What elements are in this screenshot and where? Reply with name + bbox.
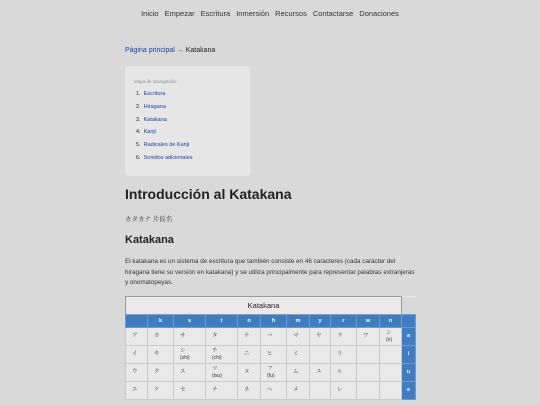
vowel-label-cell — [402, 364, 416, 382]
katakana-char: シ — [180, 348, 186, 354]
table-header-row — [126, 315, 416, 328]
table-header-cell: m — [287, 315, 310, 328]
romaji-note: (fu) — [267, 372, 275, 379]
katakana-char: チ — [212, 348, 218, 354]
katakana-char: ナ — [244, 333, 250, 340]
table-header-cell: t — [206, 315, 238, 328]
katakana-char: ン — [386, 330, 392, 336]
katakana-cell — [148, 346, 174, 364]
navmap-link-kanji[interactable]: Kanji — [143, 129, 156, 136]
katakana-cell — [261, 382, 287, 400]
katakana-cell — [206, 328, 238, 346]
katakana-char: i — [407, 351, 410, 358]
navigation-map-caption: Mapa de Navegación — [134, 79, 177, 84]
katakana-table-wrapper — [125, 296, 416, 400]
katakana-char: タ — [212, 333, 218, 340]
katakana-cell — [238, 328, 261, 346]
katakana-cell — [331, 382, 357, 400]
katakana-cell — [310, 328, 331, 346]
navmap-item — [136, 126, 193, 139]
katakana-char: ヌ — [244, 369, 250, 376]
navmap-link-sonidos[interactable]: Sonidos adicionales — [143, 154, 193, 161]
table-header-cell: y — [310, 315, 331, 328]
romaji-note: (n) — [386, 336, 393, 343]
section-heading: Katakana — [125, 234, 174, 246]
katakana-char: フ — [267, 366, 273, 372]
katakana-char: ネ — [244, 387, 250, 394]
katakana-cell — [287, 346, 310, 364]
nav-link-empezar[interactable]: Empezar — [164, 8, 195, 18]
katakana-char: サ — [180, 333, 186, 340]
katakana-cell — [174, 364, 206, 382]
katakana-cell — [206, 382, 238, 400]
katakana-cell — [380, 382, 402, 400]
table-header-cell: n — [380, 315, 402, 328]
katakana-char: リ — [337, 351, 343, 358]
kana-subtitle: カタカナ 片仮名 — [125, 216, 173, 223]
top-navigation — [0, 0, 540, 26]
katakana-cell — [148, 328, 174, 346]
katakana-char: セ — [180, 387, 186, 394]
romaji-note: (tsu) — [212, 372, 222, 379]
vowel-label-cell — [402, 346, 416, 364]
katakana-char: キ — [154, 351, 160, 358]
katakana-cell — [357, 364, 380, 382]
navmap-item — [136, 88, 193, 101]
table-header-cell — [126, 315, 148, 328]
navmap-item-number: 5. — [136, 142, 141, 149]
katakana-char: ヘ — [267, 387, 273, 394]
katakana-cell — [238, 382, 261, 400]
katakana-cell — [287, 364, 310, 382]
nav-link-donaciones[interactable]: Donaciones — [359, 8, 399, 18]
nav-link-inmersion[interactable]: Inmersión — [236, 8, 270, 18]
navigation-map-box — [125, 66, 250, 176]
katakana-cell — [238, 364, 261, 382]
katakana-cell — [126, 328, 148, 346]
katakana-cell — [310, 346, 331, 364]
katakana-cell — [331, 328, 357, 346]
table-header-cell — [402, 315, 416, 328]
katakana-cell — [331, 346, 357, 364]
katakana-char: ス — [180, 369, 186, 376]
katakana-cell — [174, 382, 206, 400]
katakana-cell — [261, 328, 287, 346]
katakana-char: レ — [337, 387, 343, 394]
nav-link-inicio[interactable]: Inicio — [141, 8, 159, 18]
katakana-char: ワ — [363, 333, 369, 340]
table-caption: Katakana — [126, 297, 402, 315]
katakana-cell — [126, 382, 148, 400]
navmap-item — [136, 101, 193, 114]
navmap-item — [136, 114, 193, 127]
katakana-char: ヤ — [316, 333, 322, 340]
katakana-cell — [287, 328, 310, 346]
table-header-cell: r — [331, 315, 357, 328]
navmap-item-number: 1. — [136, 91, 141, 97]
navmap-link-katakana[interactable]: Katakana — [143, 116, 167, 123]
katakana-cell — [148, 382, 174, 400]
katakana-char: ア — [132, 333, 138, 340]
katakana-char: ケ — [154, 387, 160, 394]
navmap-link-radicales[interactable]: Radicales de Kanji — [143, 142, 190, 149]
katakana-cell — [261, 364, 287, 382]
table-caption-spacer — [402, 297, 416, 315]
katakana-cell — [380, 346, 402, 364]
nav-link-contactarse[interactable]: Contactarse — [312, 8, 354, 18]
katakana-cell — [310, 364, 331, 382]
katakana-cell — [380, 364, 402, 382]
katakana-char: ク — [154, 369, 160, 376]
table-row — [126, 382, 416, 400]
navmap-item — [136, 152, 193, 165]
navmap-link-hiragana[interactable]: Hiragana — [143, 103, 166, 110]
katakana-char: ウ — [132, 369, 138, 376]
navmap-item — [136, 139, 193, 152]
katakana-cell — [206, 346, 238, 364]
katakana-char: ム — [293, 369, 299, 376]
romaji-note: (chi) — [212, 354, 222, 361]
nav-link-recursos[interactable]: Recursos — [275, 8, 307, 18]
katakana-cell — [238, 346, 261, 364]
katakana-cell — [357, 328, 380, 346]
navmap-item-number: 4. — [136, 129, 141, 136]
katakana-char: メ — [293, 387, 299, 394]
romaji-note: (shi) — [180, 354, 190, 361]
navmap-link-escritura[interactable]: Escritura — [143, 91, 166, 97]
vowel-label-cell — [402, 382, 416, 400]
table-header-cell: s — [174, 315, 206, 328]
navmap-item-number: 2. — [136, 103, 141, 110]
katakana-char: イ — [132, 351, 138, 358]
katakana-char: u — [406, 369, 411, 376]
nav-link-escritura[interactable]: Escritura — [200, 8, 231, 18]
breadcrumb-current: Katakana — [185, 47, 216, 54]
katakana-cell — [174, 328, 206, 346]
katakana-cell — [310, 382, 331, 400]
katakana-cell — [287, 382, 310, 400]
katakana-cell — [174, 346, 206, 364]
navigation-map-list — [136, 88, 193, 165]
katakana-cell — [148, 364, 174, 382]
breadcrumb — [125, 47, 215, 54]
katakana-char: テ — [212, 387, 218, 394]
table-header-cell: h — [261, 315, 287, 328]
katakana-cell — [357, 346, 380, 364]
table-header-cell: k — [148, 315, 174, 328]
katakana-char: マ — [293, 333, 299, 340]
katakana-cell — [126, 346, 148, 364]
table-row — [126, 328, 416, 346]
vowel-label-cell — [402, 328, 416, 346]
katakana-cell — [357, 382, 380, 400]
katakana-char: e — [407, 387, 411, 394]
intro-paragraph: El katakana es un sistema de escritura que también consiste en 46 caracteres (cada carácter del hiragana tiene su versión en katakana) y se utiliza principalmente para representar palabras extranjeras y onomatopeyas. — [125, 258, 415, 286]
katakana-table — [125, 296, 416, 400]
katakana-char: ル — [337, 369, 343, 376]
katakana-char: ツ — [212, 366, 218, 372]
navmap-item-number: 6. — [136, 154, 141, 161]
katakana-char: ユ — [316, 369, 322, 376]
table-row — [126, 364, 416, 382]
katakana-char: a — [407, 333, 411, 340]
katakana-cell — [331, 364, 357, 382]
katakana-cell — [126, 364, 148, 382]
katakana-char: ヒ — [267, 351, 273, 358]
table-row — [126, 346, 416, 364]
katakana-char: ニ — [244, 351, 250, 358]
katakana-char: エ — [132, 387, 138, 394]
table-body — [126, 328, 416, 400]
katakana-char: ラ — [337, 333, 343, 340]
katakana-char: ハ — [267, 333, 273, 340]
katakana-char: ミ — [293, 351, 299, 358]
katakana-cell — [206, 364, 238, 382]
table-header-cell: n — [238, 315, 261, 328]
navmap-item-number: 3. — [136, 116, 141, 123]
katakana-char: カ — [154, 333, 160, 340]
katakana-cell — [261, 346, 287, 364]
breadcrumb-arrow: → — [176, 47, 184, 54]
breadcrumb-home-link[interactable]: Página principal — [125, 47, 175, 54]
page-title: Introducción al Katakana — [125, 186, 292, 202]
table-header-cell: w — [357, 315, 380, 328]
katakana-cell — [380, 328, 402, 346]
